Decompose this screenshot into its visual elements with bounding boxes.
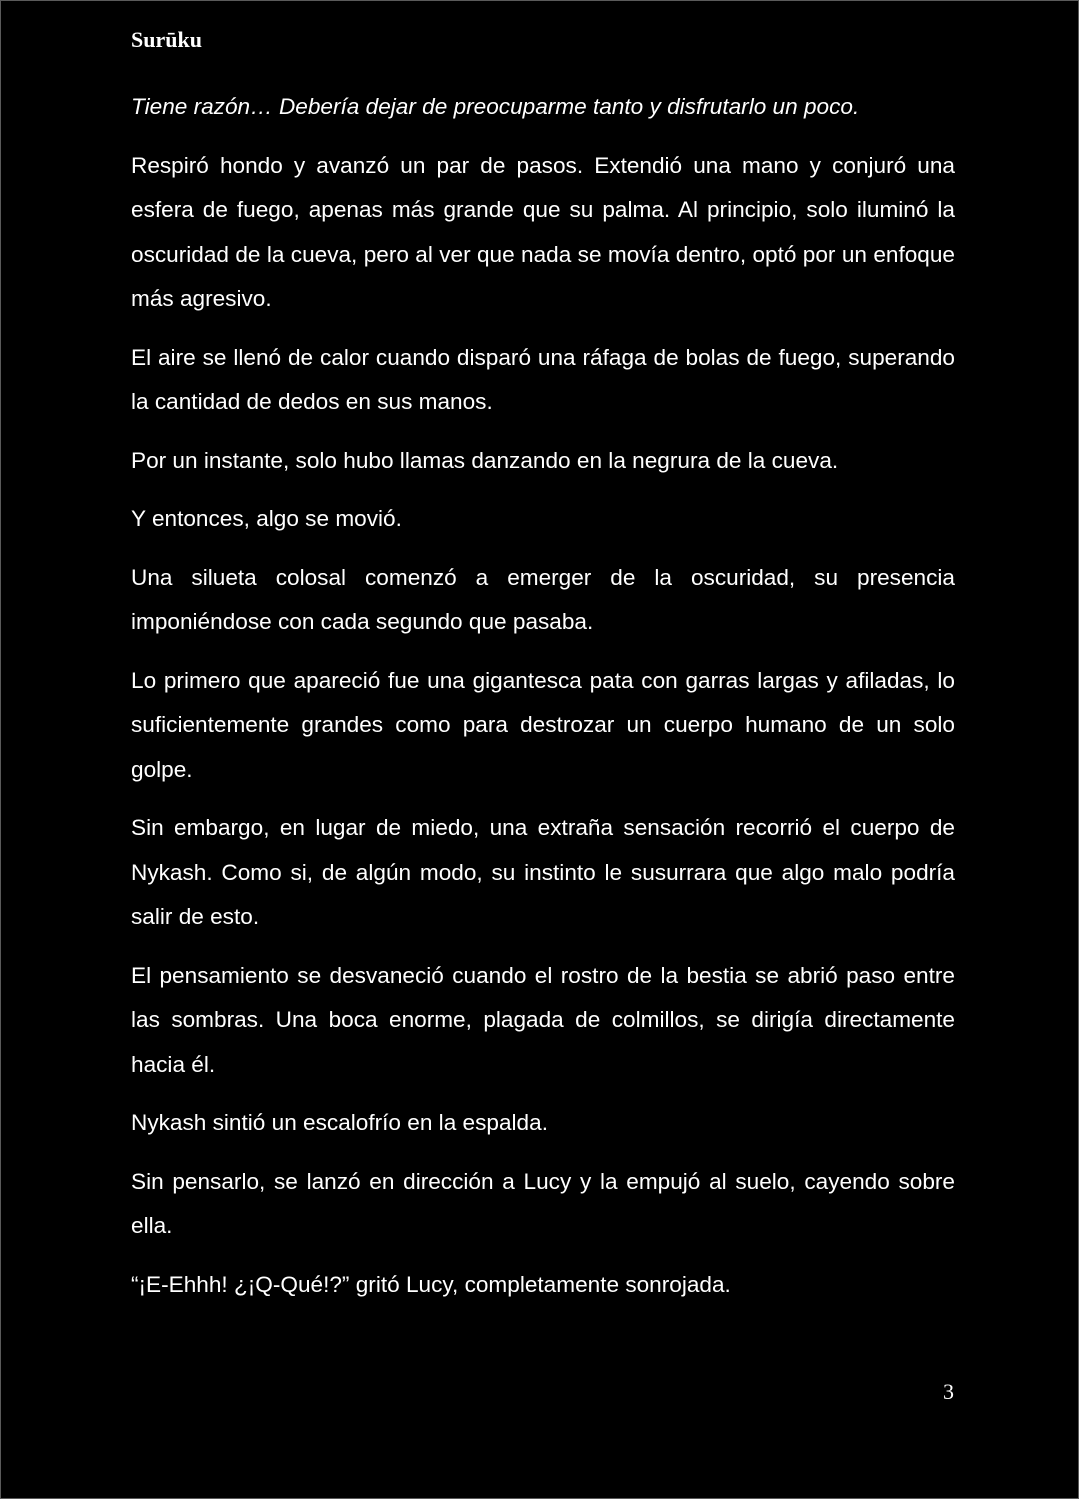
paragraph: Lo primero que apareció fue una gigantesca pata con garras largas y afiladas, lo suficientemente grandes como para destrozar un cuerpo humano de un solo golpe. xyxy=(131,667,955,782)
paragraph: Y entonces, algo se movió. xyxy=(131,506,402,531)
body-text xyxy=(131,85,955,1321)
paragraph: Sin embargo, en lugar de miedo, una extraña sensación recorrió el cuerpo de Nykash. Como si, de algún modo, su instinto le susurrara que algo malo podría salir de esto. xyxy=(131,815,955,929)
running-header: Surūku xyxy=(131,27,202,52)
paragraph-dialogue: “¡E-Ehhh! ¿¡Q-Qué!?” gritó Lucy, completamente sonrojada. xyxy=(131,1271,731,1297)
paragraph: El aire se llenó de calor cuando disparó una ráfaga de bolas de fuego, superando la cantidad de dedos en sus manos. xyxy=(131,344,955,414)
paragraph-thought: Tiene razón… Debería dejar de preocuparme tanto y disfrutarlo un poco. xyxy=(131,94,860,119)
paragraph: Una silueta colosal comenzó a emerger de la oscuridad, su presencia imponiéndose con cada segundo que pasaba. xyxy=(131,564,955,634)
paragraph: Nykash sintió un escalofrío en la espalda. xyxy=(131,1110,548,1135)
page-number: 3 xyxy=(943,1379,954,1404)
paragraph: El pensamiento se desvaneció cuando el rostro de la bestia se abrió paso entre las sombras. Una boca enorme, plagada de colmillos, se dirigía directamente hacia él. xyxy=(131,962,955,1077)
paragraph: Sin pensarlo, se lanzó en dirección a Lucy y la empujó al suelo, cayendo sobre ella. xyxy=(131,1168,955,1238)
paragraph: Respiró hondo y avanzó un par de pasos. Extendió una mano y conjuró una esfera de fuego, apenas más grande que su palma. Al principio, solo iluminó la oscuridad de la cueva, pero al ver que nada se movía dentro, optó por un enfoque más agresivo. xyxy=(131,152,955,311)
paragraph: Por un instante, solo hubo llamas danzando en la negrura de la cueva. xyxy=(131,447,839,473)
